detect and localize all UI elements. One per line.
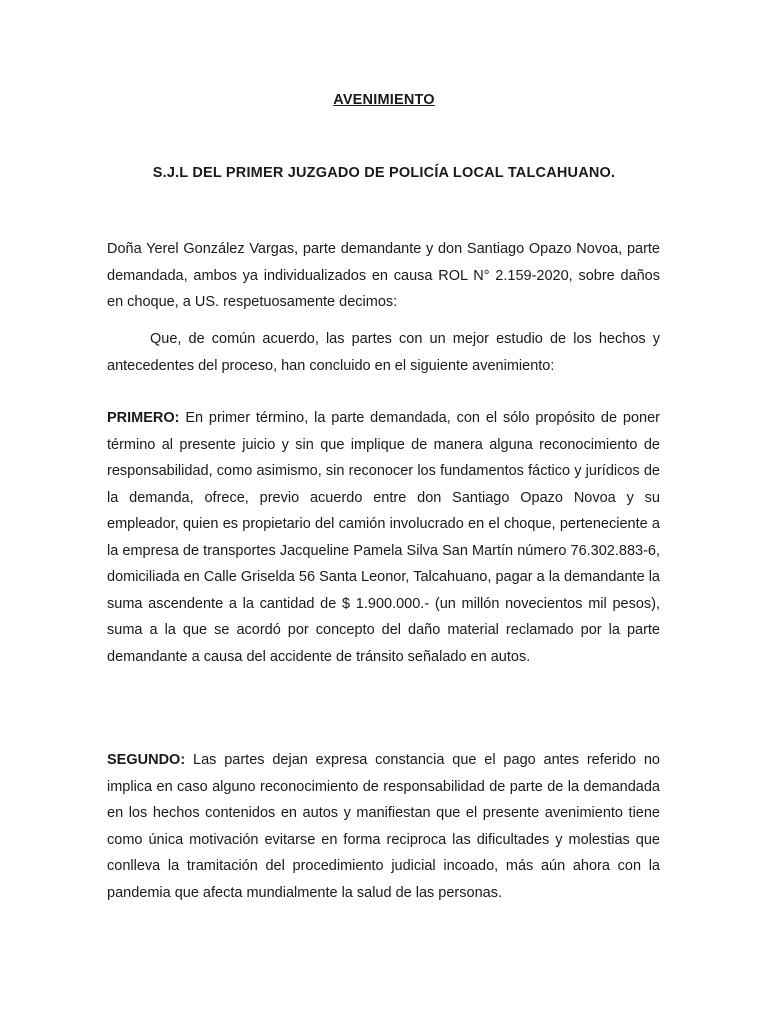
document-title: AVENIMIENTO (333, 92, 435, 108)
clause-segundo-text: Las partes dejan expresa constancia que el pago antes referido no implica en caso alguno reconocimiento de responsabilidad de parte de la demandada en los hechos contenidos en autos y manifiestan que el presente avenimiento tiene como única motivación evitarse en forma reciproca las dificultades y molestias que conlleva la tramitación del procedimiento judicial incoado, más aún ahora con la pandemia que afecta mundialmente la salud de las personas. (107, 752, 660, 901)
agreement-paragraph: Que, de común acuerdo, las partes con un mejor estudio de los hechos y antecedentes del proceso, han concluido en el siguiente avenimiento: (107, 331, 660, 374)
court-heading: S.J.L DEL PRIMER JUZGADO DE POLICÍA LOCAL TALCAHUANO. (152, 165, 616, 181)
clause-primero-label: PRIMERO: (107, 410, 180, 426)
intro-paragraph: Doña Yerel González Vargas, parte demandante y don Santiago Opazo Novoa, parte demandada, ambos ya individualizados en causa ROL N° 2.159-2020, sobre daños en choque, a US. respetuosamente decimos: (107, 241, 660, 310)
clause-segundo-label: SEGUNDO: (107, 752, 186, 768)
clause-segundo (107, 747, 660, 906)
clause-primero (107, 405, 660, 670)
clause-primero-text: En primer término, la parte demandada, con el sólo propósito de poner término al presente juicio y sin que implique de manera alguna reconocimiento de responsabilidad, como asimismo, sin reconocer los fundamentos fáctico y jurídicos de la demanda, ofrece, previo acuerdo entre don Santiago Opazo Novoa y su empleador, quien es propietario del camión involucrado en el choque, perteneciente a la empresa de transportes Jacqueline Pamela Silva San Martín número 76.302.883-6, domiciliada en Calle Griselda 56 Santa Leonor, Talcahuano, pagar a la demandante la suma ascendente a la cantidad de $ 1.900.000.- (un millón novecientos mil pesos), suma a la que se acordó por concepto del daño material reclamado por la parte demandante a causa del accidente de tránsito señalado en autos. (107, 410, 660, 665)
